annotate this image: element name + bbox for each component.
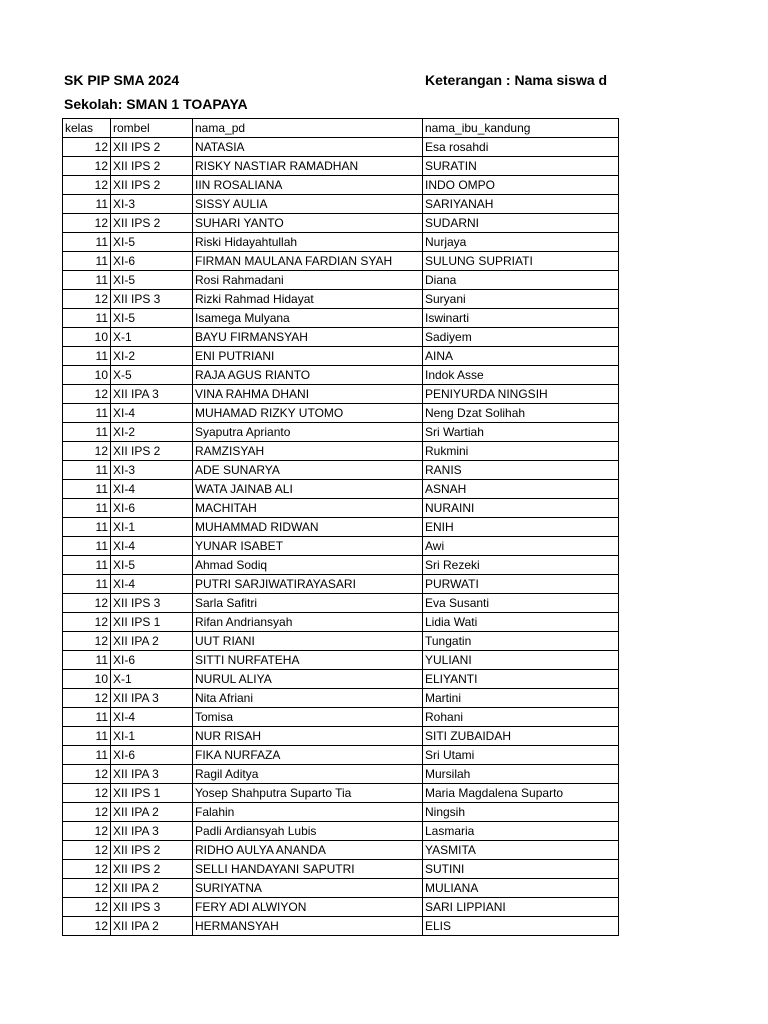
- cell-nama-ibu-kandung: Nurjaya: [423, 233, 619, 252]
- table-row: [63, 461, 619, 480]
- cell-rombel: X-1: [111, 328, 193, 347]
- cell-rombel: XI-6: [111, 252, 193, 271]
- cell-nama-ibu-kandung: SURATIN: [423, 157, 619, 176]
- cell-nama-ibu-kandung: Sri Wartiah: [423, 423, 619, 442]
- column-header-kelas: kelas: [63, 119, 111, 138]
- table-row: [63, 347, 619, 366]
- cell-rombel: XI-2: [111, 423, 193, 442]
- cell-rombel: XII IPS 1: [111, 784, 193, 803]
- cell-kelas: 12: [63, 765, 111, 784]
- cell-nama-pd: UUT RIANI: [193, 632, 423, 651]
- cell-kelas: 11: [63, 233, 111, 252]
- table-row: [63, 746, 619, 765]
- table-row: [63, 252, 619, 271]
- table-row: [63, 594, 619, 613]
- table-header-row: [63, 119, 619, 138]
- cell-nama-ibu-kandung: Martini: [423, 689, 619, 708]
- cell-nama-pd: RIDHO AULYA ANANDA: [193, 841, 423, 860]
- cell-nama-pd: MUHAMMAD RIDWAN: [193, 518, 423, 537]
- cell-nama-pd: FIKA NURFAZA: [193, 746, 423, 765]
- table-row: [63, 537, 619, 556]
- cell-kelas: 10: [63, 366, 111, 385]
- cell-nama-pd: Sarla Safitri: [193, 594, 423, 613]
- cell-nama-ibu-kandung: SUTINI: [423, 860, 619, 879]
- cell-rombel: XI-5: [111, 556, 193, 575]
- cell-rombel: XI-5: [111, 271, 193, 290]
- cell-kelas: 11: [63, 537, 111, 556]
- cell-nama-pd: VINA RAHMA DHANI: [193, 385, 423, 404]
- cell-nama-ibu-kandung: Lidia Wati: [423, 613, 619, 632]
- cell-rombel: XI-2: [111, 347, 193, 366]
- cell-kelas: 11: [63, 708, 111, 727]
- cell-rombel: XII IPA 2: [111, 917, 193, 936]
- cell-kelas: 11: [63, 271, 111, 290]
- table-row: [63, 176, 619, 195]
- table-row: [63, 328, 619, 347]
- cell-kelas: 12: [63, 860, 111, 879]
- cell-kelas: 12: [63, 138, 111, 157]
- cell-nama-pd: RAJA AGUS RIANTO: [193, 366, 423, 385]
- table-row: [63, 442, 619, 461]
- table-row: [63, 366, 619, 385]
- column-header-rombel: rombel: [111, 119, 193, 138]
- table-row: [63, 689, 619, 708]
- column-header-nama-pd: nama_pd: [193, 119, 423, 138]
- cell-rombel: XI-1: [111, 518, 193, 537]
- cell-kelas: 12: [63, 157, 111, 176]
- cell-nama-ibu-kandung: Awi: [423, 537, 619, 556]
- cell-rombel: XI-5: [111, 309, 193, 328]
- cell-rombel: XII IPA 2: [111, 879, 193, 898]
- cell-rombel: XII IPS 3: [111, 898, 193, 917]
- cell-nama-pd: Falahin: [193, 803, 423, 822]
- cell-nama-ibu-kandung: Sri Rezeki: [423, 556, 619, 575]
- cell-rombel: X-5: [111, 366, 193, 385]
- cell-nama-ibu-kandung: Ningsih: [423, 803, 619, 822]
- cell-nama-pd: Rifan Andriansyah: [193, 613, 423, 632]
- cell-nama-pd: ENI PUTRIANI: [193, 347, 423, 366]
- table-row: [63, 233, 619, 252]
- cell-rombel: XI-4: [111, 575, 193, 594]
- cell-kelas: 12: [63, 803, 111, 822]
- table-row: [63, 708, 619, 727]
- cell-nama-ibu-kandung: Sri Utami: [423, 746, 619, 765]
- cell-nama-pd: YUNAR ISABET: [193, 537, 423, 556]
- cell-rombel: XII IPS 2: [111, 214, 193, 233]
- cell-nama-ibu-kandung: Neng Dzat Solihah: [423, 404, 619, 423]
- cell-rombel: XII IPS 2: [111, 860, 193, 879]
- table-row: [63, 157, 619, 176]
- cell-rombel: XII IPA 3: [111, 765, 193, 784]
- cell-nama-pd: NUR RISAH: [193, 727, 423, 746]
- table-row: [63, 138, 619, 157]
- cell-kelas: 12: [63, 214, 111, 233]
- cell-kelas: 12: [63, 632, 111, 651]
- cell-nama-pd: SITTI NURFATEHA: [193, 651, 423, 670]
- cell-nama-ibu-kandung: RANIS: [423, 461, 619, 480]
- cell-nama-pd: WATA JAINAB ALI: [193, 480, 423, 499]
- cell-nama-pd: RISKY NASTIAR RAMADHAN: [193, 157, 423, 176]
- cell-rombel: XII IPS 2: [111, 176, 193, 195]
- cell-nama-ibu-kandung: Indok Asse: [423, 366, 619, 385]
- cell-rombel: XII IPS 2: [111, 442, 193, 461]
- cell-nama-ibu-kandung: Rohani: [423, 708, 619, 727]
- cell-kelas: 12: [63, 290, 111, 309]
- cell-kelas: 11: [63, 423, 111, 442]
- table-row: [63, 879, 619, 898]
- cell-kelas: 12: [63, 689, 111, 708]
- cell-kelas: 11: [63, 575, 111, 594]
- cell-kelas: 11: [63, 195, 111, 214]
- table-row: [63, 822, 619, 841]
- cell-kelas: 12: [63, 841, 111, 860]
- cell-nama-pd: RAMZISYAH: [193, 442, 423, 461]
- cell-rombel: XI-4: [111, 708, 193, 727]
- cell-nama-pd: Riski Hidayahtullah: [193, 233, 423, 252]
- cell-nama-ibu-kandung: SARI LIPPIANI: [423, 898, 619, 917]
- cell-rombel: XI-5: [111, 233, 193, 252]
- cell-rombel: XI-6: [111, 746, 193, 765]
- cell-kelas: 11: [63, 404, 111, 423]
- cell-nama-ibu-kandung: AINA: [423, 347, 619, 366]
- cell-kelas: 12: [63, 917, 111, 936]
- cell-kelas: 11: [63, 347, 111, 366]
- table-row: [63, 784, 619, 803]
- cell-nama-pd: MACHITAH: [193, 499, 423, 518]
- cell-nama-pd: MUHAMAD RIZKY UTOMO: [193, 404, 423, 423]
- cell-nama-pd: HERMANSYAH: [193, 917, 423, 936]
- cell-rombel: XII IPS 2: [111, 841, 193, 860]
- cell-nama-pd: SELLI HANDAYANI SAPUTRI: [193, 860, 423, 879]
- cell-nama-ibu-kandung: Tungatin: [423, 632, 619, 651]
- cell-rombel: XII IPS 2: [111, 157, 193, 176]
- cell-nama-ibu-kandung: ELIS: [423, 917, 619, 936]
- cell-nama-ibu-kandung: SITI ZUBAIDAH: [423, 727, 619, 746]
- cell-rombel: XI-4: [111, 480, 193, 499]
- cell-nama-pd: Ahmad Sodiq: [193, 556, 423, 575]
- table-row: [63, 613, 619, 632]
- cell-rombel: XI-6: [111, 651, 193, 670]
- cell-nama-ibu-kandung: INDO OMPO: [423, 176, 619, 195]
- cell-kelas: 12: [63, 385, 111, 404]
- cell-nama-pd: Nita Afriani: [193, 689, 423, 708]
- cell-nama-ibu-kandung: Eva Susanti: [423, 594, 619, 613]
- cell-kelas: 12: [63, 594, 111, 613]
- cell-nama-pd: Tomisa: [193, 708, 423, 727]
- table-row: [63, 575, 619, 594]
- cell-nama-ibu-kandung: MULIANA: [423, 879, 619, 898]
- table-row: [63, 385, 619, 404]
- cell-rombel: XII IPA 2: [111, 803, 193, 822]
- cell-nama-ibu-kandung: Sadiyem: [423, 328, 619, 347]
- cell-kelas: 10: [63, 670, 111, 689]
- cell-nama-pd: Padli Ardiansyah Lubis: [193, 822, 423, 841]
- cell-nama-ibu-kandung: PURWATI: [423, 575, 619, 594]
- table-row: [63, 632, 619, 651]
- cell-kelas: 11: [63, 518, 111, 537]
- cell-nama-ibu-kandung: ELIYANTI: [423, 670, 619, 689]
- column-header-nama-ibu-kandung: nama_ibu_kandung: [423, 119, 619, 138]
- cell-nama-pd: Ragil Aditya: [193, 765, 423, 784]
- cell-rombel: XI-3: [111, 461, 193, 480]
- cell-nama-ibu-kandung: Mursilah: [423, 765, 619, 784]
- table-row: [63, 841, 619, 860]
- cell-nama-pd: SURIYATNA: [193, 879, 423, 898]
- table-row: [63, 860, 619, 879]
- table-row: [63, 404, 619, 423]
- student-table-body: [63, 119, 619, 936]
- table-row: [63, 651, 619, 670]
- table-row: [63, 480, 619, 499]
- cell-rombel: XII IPS 2: [111, 138, 193, 157]
- table-row: [63, 214, 619, 233]
- cell-rombel: X-1: [111, 670, 193, 689]
- cell-rombel: XII IPS 3: [111, 290, 193, 309]
- cell-nama-pd: ADE SUNARYA: [193, 461, 423, 480]
- table-row: [63, 556, 619, 575]
- cell-nama-ibu-kandung: PENIYURDA NINGSIH: [423, 385, 619, 404]
- cell-nama-pd: Rizki Rahmad Hidayat: [193, 290, 423, 309]
- cell-nama-ibu-kandung: ASNAH: [423, 480, 619, 499]
- cell-nama-ibu-kandung: SUDARNI: [423, 214, 619, 233]
- cell-rombel: XI-3: [111, 195, 193, 214]
- cell-kelas: 11: [63, 727, 111, 746]
- cell-nama-ibu-kandung: Diana: [423, 271, 619, 290]
- cell-nama-pd: SUHARI YANTO: [193, 214, 423, 233]
- cell-rombel: XII IPS 3: [111, 594, 193, 613]
- cell-kelas: 11: [63, 746, 111, 765]
- table-row: [63, 670, 619, 689]
- student-table: [62, 118, 619, 936]
- cell-kelas: 11: [63, 252, 111, 271]
- cell-kelas: 12: [63, 176, 111, 195]
- cell-nama-ibu-kandung: Maria Magdalena Suparto: [423, 784, 619, 803]
- cell-kelas: 12: [63, 613, 111, 632]
- cell-kelas: 11: [63, 556, 111, 575]
- cell-rombel: XII IPA 3: [111, 822, 193, 841]
- cell-kelas: 11: [63, 309, 111, 328]
- cell-nama-ibu-kandung: Iswinarti: [423, 309, 619, 328]
- table-row: [63, 271, 619, 290]
- cell-rombel: XI-4: [111, 404, 193, 423]
- table-row: [63, 195, 619, 214]
- table-row: [63, 290, 619, 309]
- table-row: [63, 765, 619, 784]
- table-row: [63, 803, 619, 822]
- table-row: [63, 499, 619, 518]
- cell-kelas: 10: [63, 328, 111, 347]
- cell-nama-ibu-kandung: YULIANI: [423, 651, 619, 670]
- cell-nama-pd: Isamega Mulyana: [193, 309, 423, 328]
- cell-nama-ibu-kandung: Esa rosahdi: [423, 138, 619, 157]
- cell-nama-pd: Rosi Rahmadani: [193, 271, 423, 290]
- table-row: [63, 898, 619, 917]
- cell-nama-pd: Yosep Shahputra Suparto Tia: [193, 784, 423, 803]
- cell-nama-ibu-kandung: SARIYANAH: [423, 195, 619, 214]
- table-row: [63, 917, 619, 936]
- table-row: [63, 727, 619, 746]
- cell-nama-ibu-kandung: Rukmini: [423, 442, 619, 461]
- cell-nama-pd: Syaputra Aprianto: [193, 423, 423, 442]
- cell-nama-ibu-kandung: SULUNG SUPRIATI: [423, 252, 619, 271]
- cell-nama-ibu-kandung: Suryani: [423, 290, 619, 309]
- table-row: [63, 518, 619, 537]
- cell-kelas: 11: [63, 499, 111, 518]
- school-name: Sekolah: SMAN 1 TOAPAYA: [64, 96, 248, 112]
- cell-nama-pd: PUTRI SARJIWATIRAYASARI: [193, 575, 423, 594]
- cell-nama-pd: NURUL ALIYA: [193, 670, 423, 689]
- table-row: [63, 309, 619, 328]
- cell-rombel: XII IPA 2: [111, 632, 193, 651]
- cell-nama-pd: SISSY AULIA: [193, 195, 423, 214]
- cell-rombel: XI-4: [111, 537, 193, 556]
- cell-kelas: 11: [63, 461, 111, 480]
- cell-rombel: XII IPS 1: [111, 613, 193, 632]
- cell-kelas: 11: [63, 480, 111, 499]
- cell-kelas: 12: [63, 898, 111, 917]
- cell-nama-ibu-kandung: Lasmaria: [423, 822, 619, 841]
- cell-kelas: 12: [63, 442, 111, 461]
- cell-nama-ibu-kandung: ENIH: [423, 518, 619, 537]
- cell-rombel: XI-1: [111, 727, 193, 746]
- cell-nama-ibu-kandung: NURAINI: [423, 499, 619, 518]
- note-text: Keterangan : Nama siswa d: [425, 72, 608, 88]
- cell-kelas: 11: [63, 651, 111, 670]
- cell-rombel: XII IPA 3: [111, 689, 193, 708]
- table-row: [63, 423, 619, 442]
- cell-kelas: 12: [63, 822, 111, 841]
- document-title: SK PIP SMA 2024: [64, 72, 180, 88]
- cell-nama-ibu-kandung: YASMITA: [423, 841, 619, 860]
- cell-rombel: XII IPA 3: [111, 385, 193, 404]
- cell-nama-pd: BAYU FIRMANSYAH: [193, 328, 423, 347]
- cell-nama-pd: IIN ROSALIANA: [193, 176, 423, 195]
- cell-nama-pd: NATASIA: [193, 138, 423, 157]
- cell-nama-pd: FIRMAN MAULANA FARDIAN SYAH: [193, 252, 423, 271]
- cell-kelas: 12: [63, 879, 111, 898]
- cell-rombel: XI-6: [111, 499, 193, 518]
- cell-kelas: 12: [63, 784, 111, 803]
- cell-nama-pd: FERY ADI ALWIYON: [193, 898, 423, 917]
